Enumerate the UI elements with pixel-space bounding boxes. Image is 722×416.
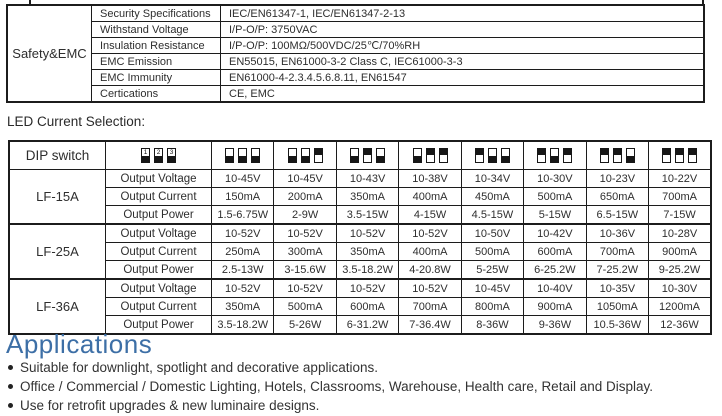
value-cell: 10-52V xyxy=(212,279,274,298)
applications-bullet-list xyxy=(8,358,653,415)
dip-state-header-col-3 xyxy=(336,141,398,170)
dip-switch-icon xyxy=(475,148,510,163)
dip-toggle-3-down xyxy=(439,148,448,163)
dip-toggle-1-down xyxy=(600,148,609,163)
dip-toggle-1-up xyxy=(225,148,234,163)
dip-switch-icon xyxy=(225,148,260,163)
value-cell: 10-45V xyxy=(274,170,336,188)
value-cell: 150mA xyxy=(212,188,274,206)
value-cell: 4.5-15W xyxy=(461,206,523,225)
dip-switch-icon xyxy=(141,148,176,163)
list-item xyxy=(8,377,653,396)
row-label: Output Voltage xyxy=(106,224,212,243)
value-cell: 350mA xyxy=(336,243,398,261)
value-cell: 1.5-6.75W xyxy=(212,206,274,225)
dip-toggle-1-up xyxy=(288,148,297,163)
value-cell: 10.5-36W xyxy=(586,316,648,335)
value-cell: 250mA xyxy=(212,243,274,261)
table-row xyxy=(7,5,704,22)
value-cell: 10-30V xyxy=(649,279,711,298)
dip-toggle-2-down xyxy=(613,148,622,163)
row-label: Output Power xyxy=(106,316,212,335)
value-cell: 10-42V xyxy=(524,224,586,243)
value-cell: 10-35V xyxy=(586,279,648,298)
row-label: Output Current xyxy=(106,243,212,261)
value-cell: 6-25.2W xyxy=(524,261,586,280)
spec-value: EN55015, EN61000-3-2 Class C, IEC61000-3-3 xyxy=(221,54,705,70)
value-cell: 6-31.2W xyxy=(336,316,398,335)
value-cell: 7-25.2W xyxy=(586,261,648,280)
table-row xyxy=(9,224,711,243)
dip-toggle-3-up xyxy=(501,148,510,163)
value-cell: 3.5-15W xyxy=(336,206,398,225)
value-cell: 10-43V xyxy=(336,170,398,188)
value-cell: 7-36.4W xyxy=(399,316,461,335)
bullet-icon xyxy=(8,365,13,370)
row-label: Output Power xyxy=(106,206,212,225)
value-cell: 10-28V xyxy=(649,224,711,243)
spec-name: EMC Immunity xyxy=(92,70,221,86)
spec-value: CE, EMC xyxy=(221,86,705,103)
spec-value: I/P-O/P: 100MΩ/500VDC/25℃/70%RH xyxy=(221,38,705,54)
table-row xyxy=(9,261,711,280)
bullet-icon xyxy=(8,403,13,408)
row-label: Output Power xyxy=(106,261,212,280)
applications-heading: Applications xyxy=(6,329,153,359)
value-cell: 10-52V xyxy=(336,279,398,298)
value-cell: 500mA xyxy=(461,243,523,261)
dip-toggle-2-down xyxy=(363,148,372,163)
value-cell: 9-36W xyxy=(524,316,586,335)
spec-name: Security Specifications xyxy=(92,5,221,22)
bullet-icon xyxy=(8,384,13,389)
dip-state-header-col-8 xyxy=(649,141,711,170)
table-row xyxy=(9,298,711,316)
dip-toggle-1-down xyxy=(475,148,484,163)
table-row xyxy=(9,206,711,225)
value-cell: 10-22V xyxy=(649,170,711,188)
value-cell: 500mA xyxy=(524,188,586,206)
value-cell: 200mA xyxy=(274,188,336,206)
value-cell: 10-50V xyxy=(461,224,523,243)
dip-switch-icon xyxy=(662,148,697,163)
value-cell: 600mA xyxy=(336,298,398,316)
value-cell: 10-23V xyxy=(586,170,648,188)
dip-toggle-1-up xyxy=(413,148,422,163)
spec-name: Insulation Resistance xyxy=(92,38,221,54)
value-cell: 12-36W xyxy=(649,316,711,335)
dip-switch-column-header: DIP switch xyxy=(9,141,106,170)
value-cell: 10-45V xyxy=(461,279,523,298)
value-cell: 10-52V xyxy=(399,224,461,243)
value-cell: 7-15W xyxy=(649,206,711,225)
table-row xyxy=(7,86,704,103)
dip-toggle-2-down xyxy=(426,148,435,163)
value-cell: 2-9W xyxy=(274,206,336,225)
value-cell: 6.5-15W xyxy=(586,206,648,225)
table-header-row xyxy=(9,141,711,170)
dip-state-header-col-4 xyxy=(399,141,461,170)
value-cell: 350mA xyxy=(212,298,274,316)
value-cell: 700mA xyxy=(586,243,648,261)
bullet-text: Suitable for downlight, spotlight and decorative applications. xyxy=(20,360,378,375)
value-cell: 10-52V xyxy=(399,279,461,298)
value-cell: 900mA xyxy=(649,243,711,261)
value-cell: 3.5-18.2W xyxy=(212,316,274,335)
dip-switch-icon xyxy=(350,148,385,163)
value-cell: 10-30V xyxy=(524,170,586,188)
value-cell: 5-26W xyxy=(274,316,336,335)
dip-toggle-3-down xyxy=(563,148,572,163)
value-cell: 5-15W xyxy=(524,206,586,225)
spec-name: EMC Emission xyxy=(92,54,221,70)
value-cell: 800mA xyxy=(461,298,523,316)
value-cell: 9-25.2W xyxy=(649,261,711,280)
dip-state-header-col-7 xyxy=(586,141,648,170)
value-cell: 900mA xyxy=(524,298,586,316)
value-cell: 3.5-18.2W xyxy=(336,261,398,280)
table-row xyxy=(9,243,711,261)
row-label: Output Voltage xyxy=(106,170,212,188)
dip-toggle-3-up xyxy=(626,148,635,163)
value-cell: 400mA xyxy=(399,188,461,206)
value-cell: 400mA xyxy=(399,243,461,261)
value-cell: 450mA xyxy=(461,188,523,206)
value-cell: 700mA xyxy=(649,188,711,206)
value-cell: 10-52V xyxy=(336,224,398,243)
dip-toggle-1-down xyxy=(537,148,546,163)
dip-toggle-1-up xyxy=(350,148,359,163)
value-cell: 10-52V xyxy=(274,224,336,243)
value-cell: 10-45V xyxy=(212,170,274,188)
dip-toggle-2-down xyxy=(675,148,684,163)
value-cell: 650mA xyxy=(586,188,648,206)
dip-toggle-3-down xyxy=(314,148,323,163)
dip-state-header-col-6 xyxy=(524,141,586,170)
model-name: LF-15A xyxy=(9,170,106,225)
safety-group-label: Safety&EMC xyxy=(7,5,92,102)
dip-state-header-col-2 xyxy=(274,141,336,170)
list-item xyxy=(8,396,653,415)
table-row xyxy=(9,279,711,298)
dip-toggle-1-up: 1 xyxy=(141,148,150,163)
dip-toggle-3-down xyxy=(688,148,697,163)
value-cell: 10-52V xyxy=(212,224,274,243)
row-label: Output Current xyxy=(106,298,212,316)
row-label: Output Current xyxy=(106,188,212,206)
list-item xyxy=(8,358,653,377)
dip-switch-numbered-icon-cell xyxy=(106,141,212,170)
table-row xyxy=(7,38,704,54)
dip-toggle-3-up: 3 xyxy=(167,148,176,163)
dip-toggle-2-up: 2 xyxy=(154,148,163,163)
spec-name: Certications xyxy=(92,86,221,103)
spec-value: IEC/EN61347-1, IEC/EN61347-2-13 xyxy=(221,5,705,22)
dip-state-header-col-1 xyxy=(212,141,274,170)
dip-toggle-2-up xyxy=(488,148,497,163)
model-name: LF-36A xyxy=(9,279,106,334)
dip-switch-selection-table xyxy=(8,140,712,335)
value-cell: 350mA xyxy=(336,188,398,206)
dip-toggle-1-down xyxy=(662,148,671,163)
value-cell: 4-20.8W xyxy=(399,261,461,280)
value-cell: 1050mA xyxy=(586,298,648,316)
bullet-text: Office / Commercial / Domestic Lighting, Hotels, Classrooms, Warehouse, Health care, Retail and Display. xyxy=(20,379,653,394)
value-cell: 1200mA xyxy=(649,298,711,316)
dip-switch-icon xyxy=(413,148,448,163)
table-row xyxy=(7,54,704,70)
dip-toggle-2-up xyxy=(550,148,559,163)
spec-value: EN61000-4-2.3.4.5.6.8.11, EN61547 xyxy=(221,70,705,86)
table-row xyxy=(7,22,704,38)
value-cell: 5-25W xyxy=(461,261,523,280)
value-cell: 10-38V xyxy=(399,170,461,188)
dip-switch-icon xyxy=(537,148,572,163)
dip-toggle-3-up xyxy=(376,148,385,163)
value-cell: 300mA xyxy=(274,243,336,261)
value-cell: 10-40V xyxy=(524,279,586,298)
dip-toggle-3-up xyxy=(251,148,260,163)
model-name: LF-25A xyxy=(9,224,106,279)
value-cell: 700mA xyxy=(399,298,461,316)
led-current-selection-heading: LED Current Selection: xyxy=(7,114,146,129)
value-cell: 10-52V xyxy=(274,279,336,298)
value-cell: 2.5-13W xyxy=(212,261,274,280)
value-cell: 600mA xyxy=(524,243,586,261)
dip-toggle-2-up xyxy=(238,148,247,163)
bullet-text: Use for retrofit upgrades & new luminaire designs. xyxy=(20,398,320,413)
safety-emc-table xyxy=(6,4,705,103)
row-label: Output Voltage xyxy=(106,279,212,298)
dip-switch-icon xyxy=(288,148,323,163)
value-cell: 3-15.6W xyxy=(274,261,336,280)
dip-state-header-col-5 xyxy=(461,141,523,170)
value-cell: 8-36W xyxy=(461,316,523,335)
value-cell: 500mA xyxy=(274,298,336,316)
table-row xyxy=(7,70,704,86)
value-cell: 10-34V xyxy=(461,170,523,188)
value-cell: 4-15W xyxy=(399,206,461,225)
dip-toggle-2-up xyxy=(301,148,310,163)
table-row xyxy=(9,170,711,188)
spec-value: I/P-O/P: 3750VAC xyxy=(221,22,705,38)
dip-switch-icon xyxy=(600,148,635,163)
spec-name: Withstand Voltage xyxy=(92,22,221,38)
value-cell: 10-36V xyxy=(586,224,648,243)
table-row xyxy=(9,188,711,206)
